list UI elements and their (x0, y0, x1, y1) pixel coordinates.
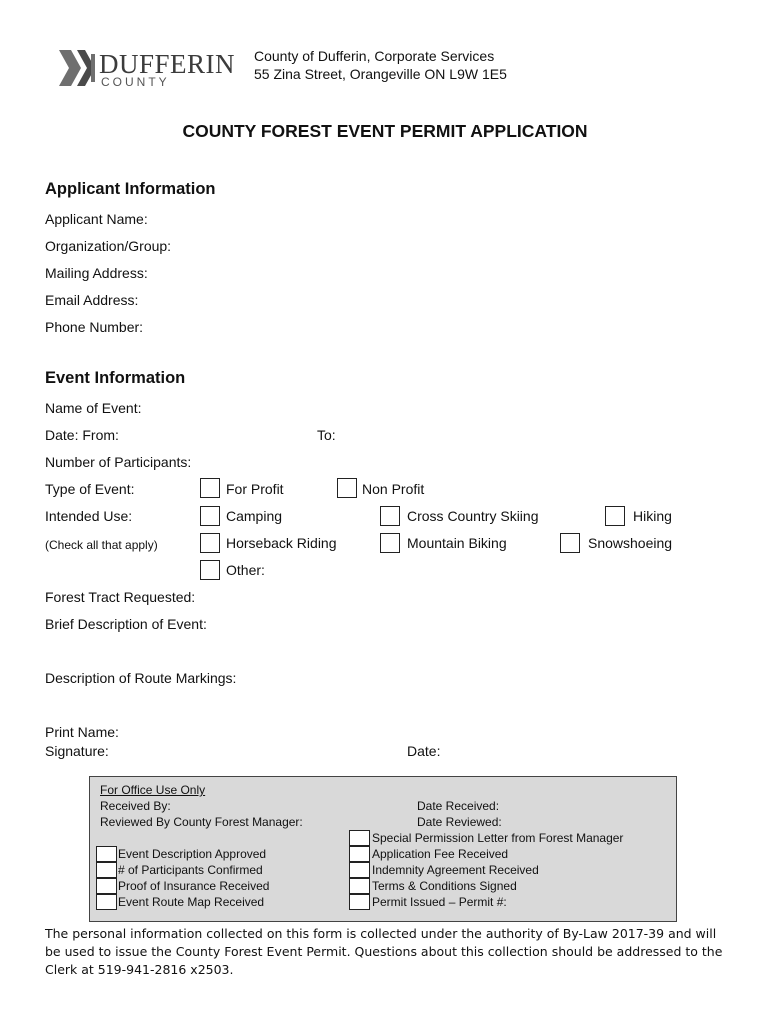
logo-wordmark: DUFFERIN (99, 49, 236, 79)
mountain-biking-checkbox[interactable] (380, 533, 400, 553)
check-all-note: (Check all that apply) (45, 538, 158, 552)
office-use-box (89, 776, 677, 922)
cross-country-skiing-label: Cross Country Skiing (407, 508, 539, 524)
phone-label: Phone Number: (45, 319, 144, 335)
office-check-indemnity-received[interactable] (349, 862, 370, 878)
non-profit-checkbox[interactable] (337, 478, 357, 498)
signature-label: Signature: (45, 743, 109, 759)
for-profit-checkbox[interactable] (200, 478, 220, 498)
event-heading: Event Information (45, 369, 186, 387)
for-profit-label: For Profit (226, 481, 284, 497)
office-check-route-map-received[interactable] (96, 894, 117, 910)
horseback-riding-label: Horseback Riding (226, 535, 337, 551)
reviewed-by-label: Reviewed By County Forest Manager: (100, 815, 303, 829)
indemnity-received-label: Indemnity Agreement Received (372, 863, 539, 877)
event-description-label: Brief Description of Event: (45, 616, 207, 632)
date-to-label: To: (317, 427, 336, 443)
office-check-special-permission[interactable] (349, 830, 370, 846)
route-map-received-label: Event Route Map Received (118, 895, 265, 909)
received-by-label: Received By: (100, 799, 171, 813)
office-check-participants-confirmed[interactable] (96, 862, 117, 878)
date-from-label: Date: From: (45, 427, 119, 443)
address-block (254, 47, 507, 83)
email-label: Email Address: (45, 292, 139, 308)
camping-checkbox[interactable] (200, 506, 220, 526)
snowshoeing-label: Snowshoeing (588, 535, 673, 551)
participants-label: Number of Participants: (45, 454, 192, 470)
date-reviewed-label: Date Reviewed: (417, 815, 502, 829)
applicant-heading: Applicant Information (45, 180, 216, 198)
forest-tract-label: Forest Tract Requested: (45, 589, 196, 605)
permit-issued-label: Permit Issued – Permit #: (372, 895, 507, 909)
terms-signed-label: Terms & Conditions Signed (372, 879, 517, 893)
logo-subtitle: COUNTY (101, 75, 170, 89)
date-received-label: Date Received: (417, 799, 500, 813)
print-name-label: Print Name: (45, 724, 119, 740)
other-label: Other: (226, 562, 265, 578)
cross-country-skiing-checkbox[interactable] (380, 506, 400, 526)
event-type-label: Type of Event: (45, 481, 135, 497)
hiking-checkbox[interactable] (605, 506, 625, 526)
office-use-heading: For Office Use Only (100, 783, 206, 797)
office-check-fee-received[interactable] (349, 846, 370, 862)
horseback-riding-checkbox[interactable] (200, 533, 220, 553)
address-line-1: County of Dufferin, Corporate Services (254, 48, 495, 64)
non-profit-label: Non Profit (362, 481, 425, 497)
office-check-description-approved[interactable] (96, 846, 117, 862)
organization-label: Organization/Group: (45, 238, 172, 254)
participants-confirmed-label: # of Participants Confirmed (118, 863, 263, 877)
privacy-notice: The personal information collected on this form is collected under the authority of By-Law 2017-39 and will be used to issue the County Forest Event Permit. Questions about this collection should be addressed to the Clerk at 519-941-2816 x2503. (45, 926, 723, 977)
insurance-received-label: Proof of Insurance Received (118, 879, 270, 893)
signature-date-label: Date: (407, 743, 441, 759)
event-name-label: Name of Event: (45, 400, 142, 416)
form-title: COUNTY FOREST EVENT PERMIT APPLICATION (182, 121, 588, 141)
description-approved-label: Event Description Approved (118, 847, 267, 861)
fee-received-label: Application Fee Received (372, 847, 509, 861)
mailing-address-label: Mailing Address: (45, 265, 148, 281)
snowshoeing-checkbox[interactable] (560, 533, 580, 553)
intended-use-label: Intended Use: (45, 508, 133, 524)
other-checkbox[interactable] (200, 560, 220, 580)
office-check-insurance-received[interactable] (96, 878, 117, 894)
applicant-name-label: Applicant Name: (45, 211, 148, 227)
dufferin-county-logo (55, 44, 250, 92)
hiking-label: Hiking (633, 508, 672, 524)
camping-label: Camping (226, 508, 283, 524)
office-check-terms-signed[interactable] (349, 878, 370, 894)
route-markings-label: Description of Route Markings: (45, 670, 237, 686)
address-line-2: 55 Zina Street, Orangeville ON L9W 1E5 (254, 66, 507, 82)
mountain-biking-label: Mountain Biking (407, 535, 507, 551)
office-check-permit-issued[interactable] (349, 894, 370, 910)
special-permission-label: Special Permission Letter from Forest Manager (372, 831, 624, 845)
